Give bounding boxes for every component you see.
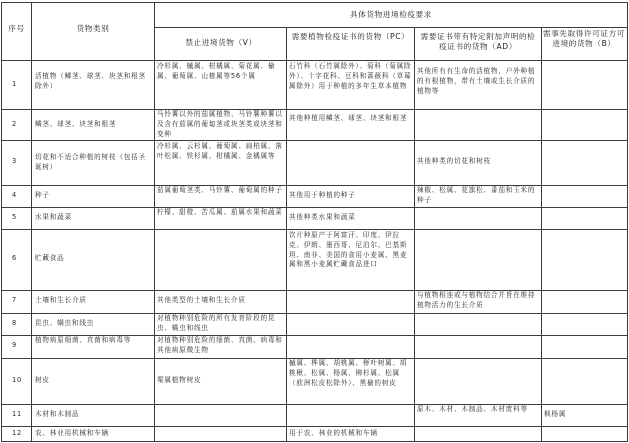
table-rule bbox=[1, 109, 628, 110]
row-category: 鳞茎、球茎、块茎和根茎 bbox=[35, 120, 117, 128]
table-rule bbox=[154, 2, 155, 442]
table-rule bbox=[1, 207, 628, 208]
row-ad: 辣椒、松属、花旗松、番茄和玉米的种子 bbox=[417, 186, 536, 204]
row-pc: 饮片种原产于阿富汗、印度、伊拉克、伊朗、墨西哥、尼泊尔、巴基斯坦、南非、美国的食用小麦属、黑麦属和黑小麦属贮藏食品进口 bbox=[289, 231, 408, 269]
header-ad: 需要证书带有特定附加声明的检疫证书的货物（AD） bbox=[420, 32, 536, 51]
row-ad: 与植物相连或与植物结合并旨在维持植物活力的生长介质 bbox=[417, 291, 536, 309]
header-group-title: 具体货物进境检疫要求 bbox=[350, 10, 432, 19]
table-rule bbox=[1, 229, 628, 230]
row-pc: 石竹科（石竹属除外）、菊科（菊属除外）、十字花科、豆科和蔷薇科（草莓属除外）用于种植的多年生草本植物 bbox=[289, 62, 412, 90]
row-no: 5 bbox=[12, 213, 17, 221]
row-category: 活植物（鳞茎、球茎、块茎和根茎除外） bbox=[35, 72, 146, 90]
row-ad: 原木、木材、木制品、木材废料等 bbox=[417, 405, 528, 413]
row-banned: 茄属葡萄茎类、马铃薯、葡萄属的种子 bbox=[157, 186, 283, 194]
table-rule bbox=[1, 140, 628, 141]
row-no: 3 bbox=[12, 157, 17, 165]
header-b: 需事先取得许可证方可进境的货物（B） bbox=[543, 29, 625, 48]
table-rule bbox=[1, 426, 628, 427]
row-no: 12 bbox=[12, 429, 22, 437]
row-category: 植物病原细菌、真菌和病毒等 bbox=[35, 336, 132, 344]
table-rule bbox=[541, 27, 542, 442]
table-rule bbox=[1, 441, 628, 442]
row-category: 昆虫、螨虫和线虫 bbox=[35, 319, 95, 327]
row-pc: 其他种类水果和蔬菜 bbox=[289, 213, 356, 221]
table-rule bbox=[286, 27, 287, 442]
row-no: 8 bbox=[12, 319, 17, 327]
row-no: 2 bbox=[12, 120, 17, 128]
row-category: 贮藏食品 bbox=[35, 254, 65, 262]
row-pc: 其他种植用鳞茎、球茎、块茎和根茎 bbox=[289, 114, 408, 122]
header-category: 货物类别 bbox=[76, 24, 110, 33]
row-no: 7 bbox=[12, 296, 17, 304]
row-category: 水果和蔬菜 bbox=[35, 213, 72, 221]
row-banned: 其他类型的土壤和生长介质 bbox=[157, 296, 246, 304]
row-ad: 其他所有有生命的活植物，户外种植的有根植物，带有土壤或生长介质的植物等 bbox=[417, 67, 536, 95]
table-rule bbox=[154, 27, 628, 28]
table-rule bbox=[1, 60, 628, 61]
row-category: 树皮 bbox=[35, 376, 50, 384]
row-category: 切花和不适合种植的树枝（包括圣诞树） bbox=[35, 153, 146, 171]
row-ad: 其他种类的切花和树枝 bbox=[417, 157, 491, 165]
row-category: 农、林业用机械和车辆 bbox=[35, 429, 109, 437]
row-banned: 马铃薯以外的茄属植物、马铃薯种薯以及含有茄属的葡匐茎或块茎类或块茎和变种 bbox=[157, 110, 283, 138]
header-banned: 禁止进境货物（V） bbox=[185, 38, 257, 47]
row-banned: 对植物种别危险的所有发育阶段的昆虫、螨虫和线虫 bbox=[157, 314, 276, 332]
row-no: 9 bbox=[12, 341, 17, 349]
row-no: 11 bbox=[12, 410, 22, 418]
quarantine-requirements-table bbox=[1, 2, 628, 442]
row-category: 土壤和生长介质 bbox=[35, 296, 87, 304]
row-banned: 栗属植物树皮 bbox=[157, 376, 202, 384]
row-category: 种子 bbox=[35, 191, 50, 199]
table-rule bbox=[627, 2, 628, 442]
table-rule bbox=[1, 313, 628, 314]
header-pc: 需要植物检疫证书的货物（PC） bbox=[291, 32, 410, 41]
row-pc: 用于农、林业的机械和车辆 bbox=[289, 429, 378, 437]
row-category: 木材和木制品 bbox=[35, 410, 80, 418]
row-banned: 冷杉属、云杉属、葡萄属、扁柏属、落叶松属、铁杉属、柑橘属、金橘属等 bbox=[157, 142, 283, 160]
row-no: 10 bbox=[12, 376, 22, 384]
row-banned: 对植物种别危险的细菌、真菌、病毒和其他病原微生物 bbox=[157, 336, 283, 354]
row-no: 4 bbox=[12, 191, 17, 199]
row-b: 枫杨属 bbox=[544, 410, 567, 418]
row-pc: 槭属、桦属、胡桃属、榉叶树属、胡桃楸、松属、杨属、柳杉属、松属（欧洲松皮松除外）、黑榆的树皮 bbox=[289, 359, 408, 387]
row-pc: 其他用于种植的种子 bbox=[289, 191, 356, 199]
row-banned: 柠檬、甜橙、苦瓜属、茄属水果和蔬菜 bbox=[157, 208, 283, 216]
header-no: 序号 bbox=[8, 24, 25, 33]
table-rule bbox=[414, 27, 415, 442]
row-no: 1 bbox=[12, 80, 17, 88]
table-rule bbox=[1, 2, 628, 3]
row-banned: 冷杉属、槭属、柑橘属、菊花属、榆属、葡萄属、山楂属等56个属 bbox=[157, 62, 276, 80]
row-no: 6 bbox=[12, 254, 17, 262]
